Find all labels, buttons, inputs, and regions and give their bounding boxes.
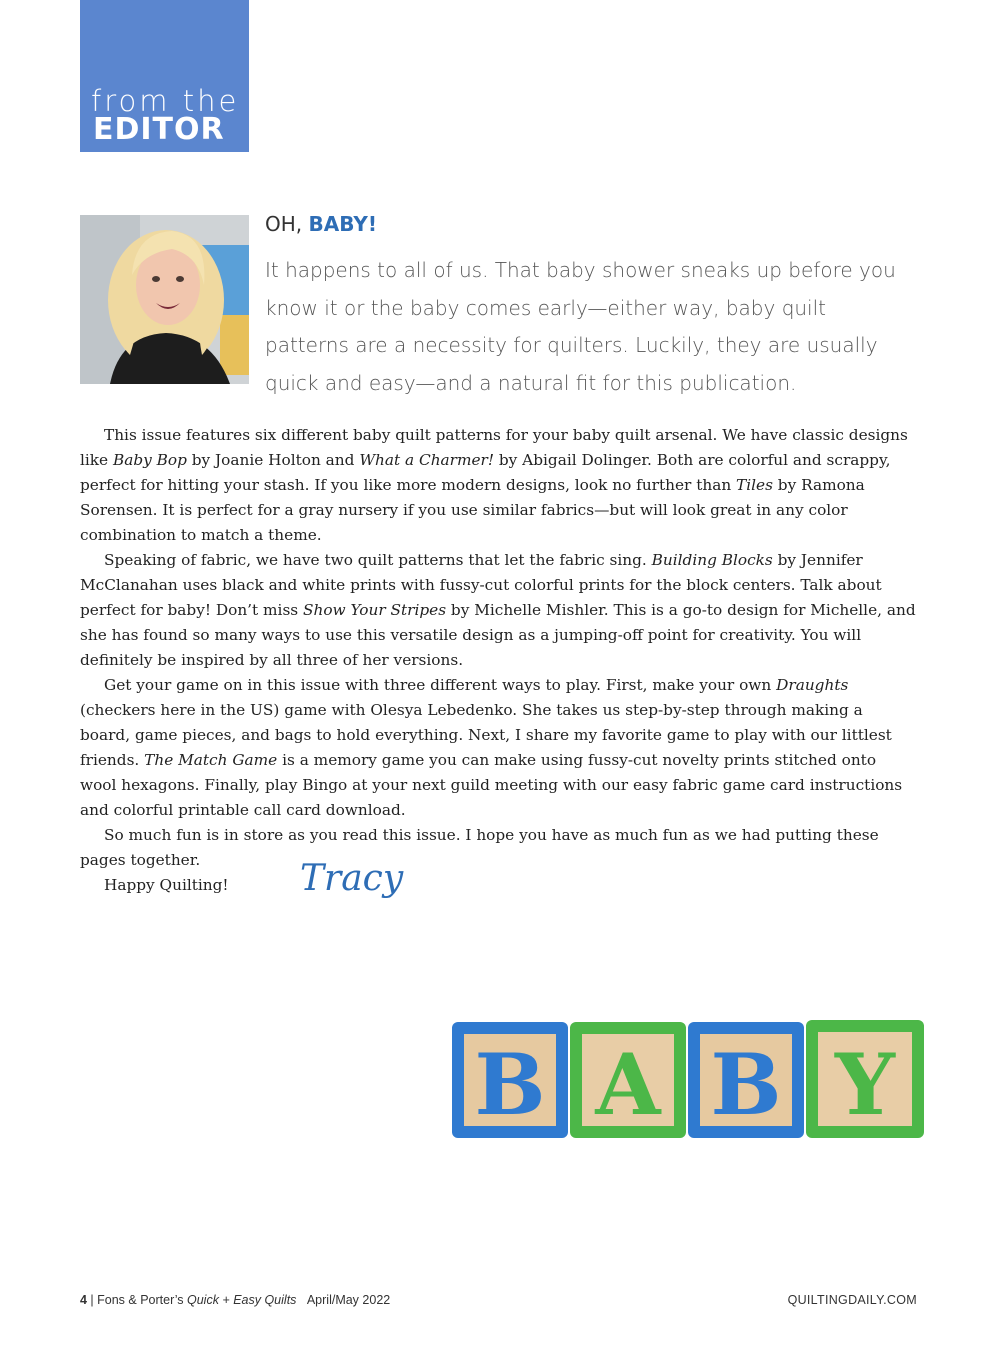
page-number: 4 <box>80 1293 87 1307</box>
body-paragraph-3: Get your game on in this issue with three different ways to play. First, make your own Draughts (checkers here in the US) game with Olesya Lebedenko. She takes us step-by-step through making a board, game pieces, and bags to hold everything. Next, I share my favorite game to play with our littlest friends. The Match Game is a memory game you can make using fussy-cut novelty prints stitched onto wool hexagons. Finally, play Bingo at your next guild meeting with our easy fabric game card instructions and colorful printable call card download. <box>80 676 903 819</box>
magazine-title: Quick + Easy Quilts <box>187 1293 297 1307</box>
block-a <box>570 1022 686 1138</box>
body-paragraph-5: Happy Quilting! <box>104 876 229 894</box>
banner-line-2: EDITOR <box>93 112 225 147</box>
footer-left: 4 | Fons & Porter’s Quick + Easy Quilts April/May 2022 <box>80 1293 391 1307</box>
svg-text:B: B <box>710 1035 782 1134</box>
body-paragraph-1: This issue features six different baby quilt patterns for your baby quilt arsenal. We have classic designs like Baby Bop by Joanie Holton and What a Charmer! by Abigail Dolinger. Both are colorful and scrappy, perfect for hitting your stash. If you like more modern designs, look no further than Tiles by Ramona Sorensen. It is perfect for a gray nursery if you use similar fabrics—but will look great in any color combination to match a theme. <box>80 426 908 544</box>
page-footer <box>80 1293 917 1307</box>
baby-blocks-image <box>450 1018 926 1142</box>
issue-date: April/May 2022 <box>306 1293 391 1307</box>
footer-site: QUILTINGDAILY.COM <box>787 1293 917 1307</box>
body-paragraph-2: Speaking of fabric, we have two quilt patterns that let the fabric sing. Building Blocks by Jennifer McClanahan uses black and white prints with fussy-cut colorful prints for the block centers. Talk about perfect for baby! Don’t miss Show Your Stripes by Michelle Mishler. This is a go-to design for Michelle, and she has found so many ways to use this versatile design as a jumping-off point for creativity. You will definitely be inspired by all three of her versions. <box>80 551 916 669</box>
block-y <box>806 1020 924 1138</box>
signature-text: Tracy <box>300 858 404 899</box>
svg-text:B: B <box>474 1035 546 1134</box>
article-body <box>80 423 916 898</box>
block-b-2 <box>688 1022 804 1138</box>
headline-kicker-bold: BABY! <box>308 212 377 236</box>
editor-signature <box>298 852 408 912</box>
body-paragraph-4: So much fun is in store as you read this issue. I hope you have as much fun as we had putting these pages together. <box>80 826 879 869</box>
from-the-editor-banner <box>80 0 249 152</box>
editor-portrait <box>80 215 249 384</box>
block-b-1 <box>452 1022 568 1138</box>
headline-kicker: OH, <box>265 212 309 236</box>
svg-text:A: A <box>595 1035 661 1134</box>
banner-line-1: from the <box>91 84 240 118</box>
intro-paragraph: It happens to all of us. That baby shower sneaks up before you know it or the baby comes early—either way, baby quilt patterns are a necessity for quilters. Luckily, they are usually quick and easy—and a natural fit for this publication. <box>265 258 896 395</box>
svg-text:Y: Y <box>835 1035 895 1134</box>
article-headline <box>265 212 377 236</box>
